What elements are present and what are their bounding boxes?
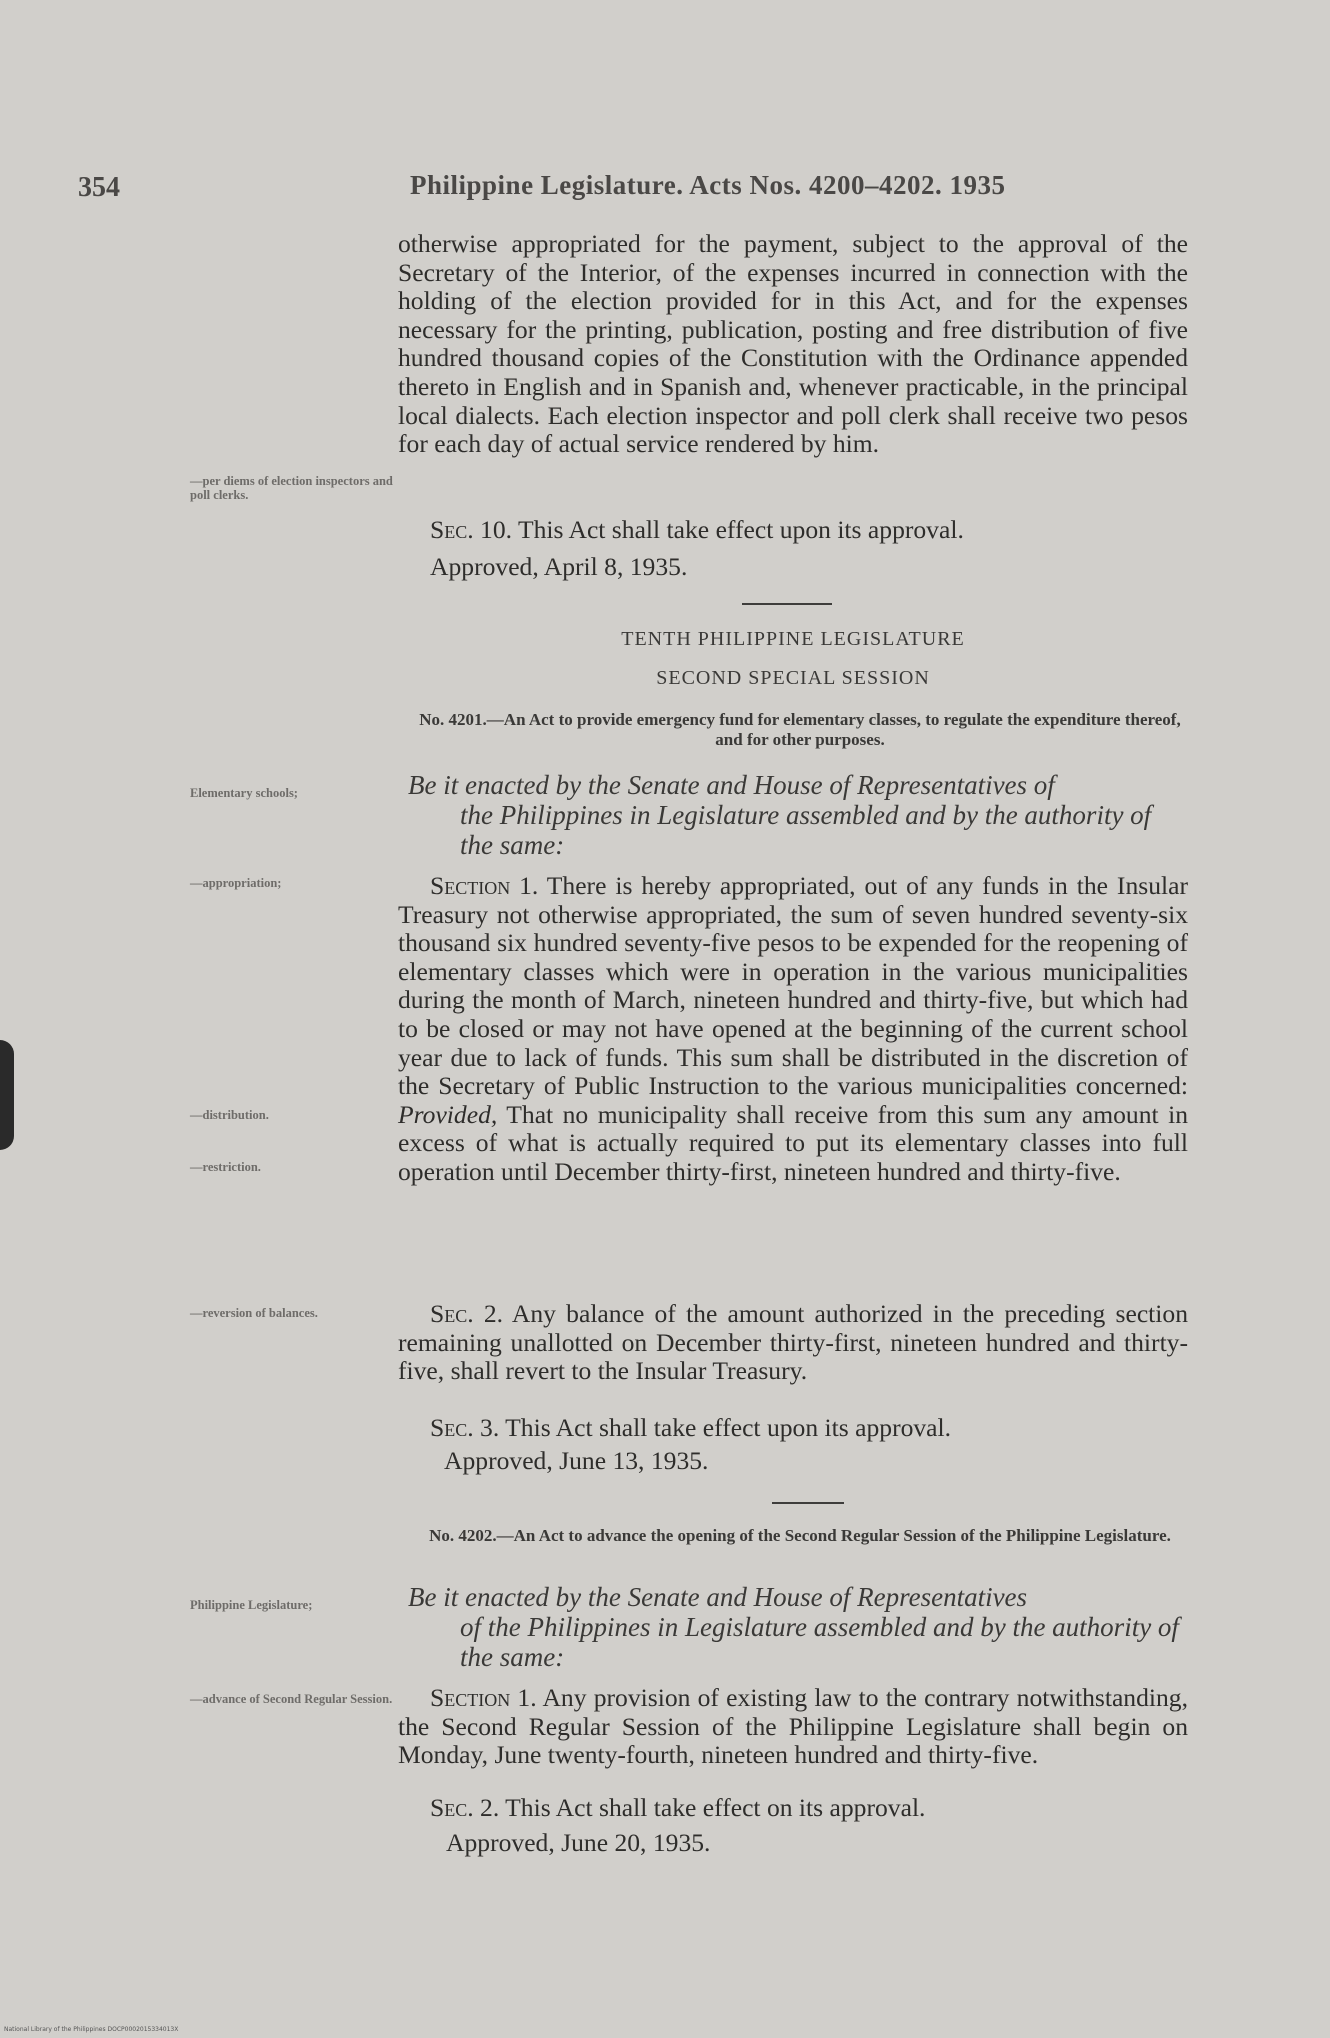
marginal-note-per-diems: —per diems of election inspectors and poll clerks. [190, 474, 393, 502]
legislature-heading: TENTH PHILIPPINE LEGISLATURE [621, 628, 965, 650]
act-4201-section1-text-a: There is hereby appropriated, out of any funds in the Insular Treasury not otherwise appropriated, the sum of seven hundred seventy-six thousand six hundred seventy-five pesos to be expended for the reopening of elementary classes which were in operation in the various municipalities during the month of March, nineteen hundred and thirty-five, but which had to be closed or may not have opened at the beginning of the current school year due to lack of funds. This sum shall be distributed in the discretion of the Secretary of Public Instruction to the various municipalities concerned: [398, 871, 1188, 1101]
act-4201-section1-text-b: That no municipality shall receive from this sum any amount in excess of what is actually required to put its elementary classes into full operation until December thirty-first, nineteen hundred and thirty-five. [398, 1099, 1188, 1186]
act-4201-sec2-label: Sec. 2. [430, 1299, 504, 1328]
act-4202-section1-label: Section 1. [430, 1683, 537, 1712]
continuation-text: otherwise appropriated for the payment, subject to the approval of the Secretary of the Interior, of the expenses incurred in connection with the holding of the election provided for in this Act, and for the expenses necessary for the printing, publication, posting and free distribution of five hundred thousand copies of the Constitution with the Ordinance appended thereto in English and in Spanish and, whenever practicable, in the principal local dialects. Each election inspector and poll clerk shall receive two pesos for each day of actual service rendered by him. [398, 229, 1188, 459]
page-number: 354 [78, 172, 120, 203]
marginal-note-elementary-schools: Elementary schools; [190, 786, 298, 800]
section-divider-rule [742, 603, 832, 605]
act-divider-rule [772, 1502, 844, 1504]
act-4201-title: No. 4201.—An Act to provide emergency fund for elementary classes, to regulate the expenditure thereof, and for other purposes. [419, 710, 1181, 749]
marginal-note-distribution: —distribution. [190, 1108, 269, 1122]
act-4202-section1-text: Any provision of existing law to the contrary notwithstanding, the Second Regular Session of the Philippine Legislature shall begin on Monday, June twenty-fourth, nineteen hundred and thirty-five. [398, 1683, 1188, 1770]
page-edge-shadow [0, 1040, 14, 1150]
act-4201-section1-label: Section 1. [430, 871, 539, 900]
act-4202-enacting-clause [408, 1582, 1188, 1672]
act-4201-enacting-first: Be it enacted by the Senate and House of Representatives of [408, 770, 1055, 800]
act-4201-provided: Provided, [398, 1099, 498, 1129]
marginal-note-reversion: —reversion of balances. [190, 1306, 318, 1320]
approved-4201: Approved, June 13, 1935. [444, 1446, 709, 1475]
act-4202-sec2-text: This Act shall take effect on its approval. [499, 1793, 926, 1822]
sec10-label: Sec. 10. [430, 515, 513, 544]
marginal-note-advance-session: —advance of Second Regular Session. [190, 1692, 393, 1706]
approved-4202: Approved, June 20, 1935. [446, 1828, 711, 1857]
marginal-note-philippine-legislature: Philippine Legislature; [190, 1598, 313, 1612]
act-4202-section1 [398, 1684, 1188, 1770]
act-4202-enacting-first: Be it enacted by the Senate and House of Representatives [408, 1582, 1028, 1612]
act-4201-enacting-rest: the Philippines in Legislature assembled and by the authority of the same: [460, 800, 1152, 860]
act-4201-sec3-label: Sec. 3. [430, 1413, 500, 1442]
act-4201-sec2-text: Any balance of the amount authorized in the preceding section remaining unallotted on December thirty-first, nineteen hundred and thirty-five, shall revert to the Insular Treasury. [398, 1299, 1189, 1386]
act-4202-sec2-label: Sec. 2. [430, 1793, 500, 1822]
act-4201-section1 [398, 872, 1188, 1187]
act-4201-enacting-clause [408, 770, 1188, 860]
scan-credit: National Library of the Philippines DOCP0002015334013X [4, 2026, 179, 2033]
act-4202-sec2 [398, 1794, 1188, 1823]
session-heading: SECOND SPECIAL SESSION [656, 667, 930, 689]
running-head: Philippine Legislature. Acts Nos. 4200–4202. 1935 [410, 170, 1006, 200]
act-4201-sec3 [398, 1414, 1188, 1443]
sec10-paragraph [398, 516, 1188, 545]
approved-4200: Approved, April 8, 1935. [430, 552, 688, 581]
act-4201-sec3-text: This Act shall take effect upon its approval. [499, 1413, 952, 1442]
marginal-note-appropriation: —appropriation; [190, 876, 282, 890]
act-4201-sec2 [398, 1300, 1188, 1386]
act-4202-enacting-rest: of the Philippines in Legislature assembled and by the authority of the same: [460, 1612, 1179, 1672]
sec10-text: This Act shall take effect upon its approval. [512, 515, 964, 544]
marginal-note-restriction: —restriction. [190, 1160, 261, 1174]
act-4202-title: No. 4202.—An Act to advance the opening of the Second Regular Session of the Philippine Legislature. [429, 1526, 1171, 1545]
continuation-paragraph [398, 230, 1188, 459]
